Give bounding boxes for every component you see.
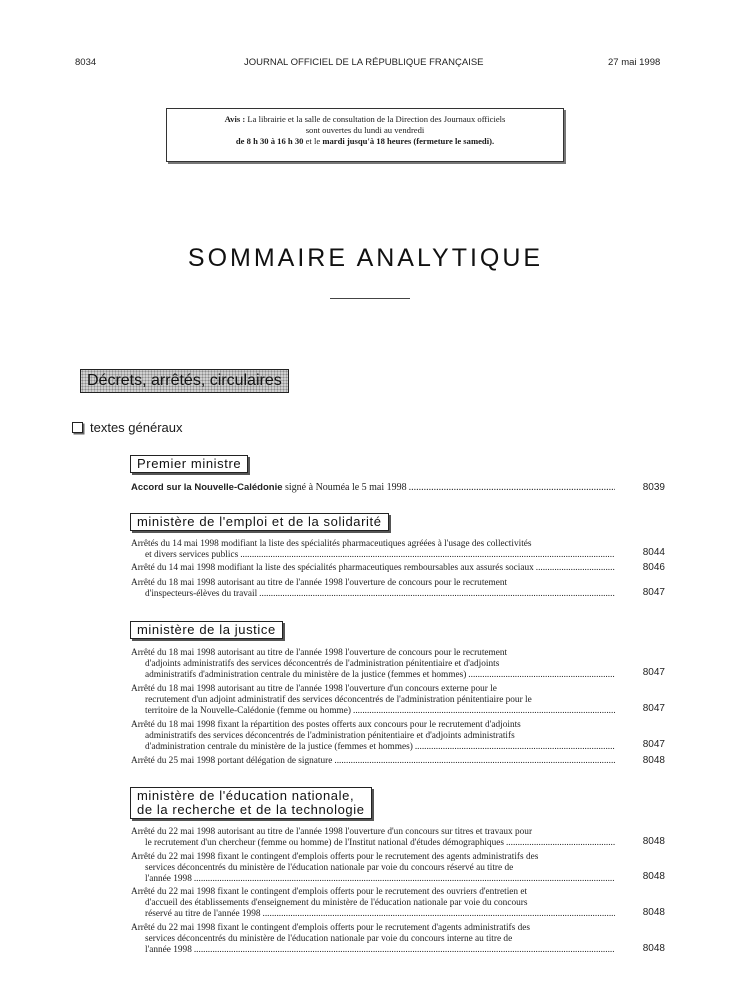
journal-title: JOURNAL OFFICIEL DE LA RÉPUBLIQUE FRANÇAISE — [244, 57, 484, 68]
entry-line-last: Arrêté du 25 mai 1998 portant délégation de signature — [131, 756, 333, 766]
toc-entry[interactable] — [131, 720, 615, 753]
toc-entry[interactable] — [131, 648, 615, 681]
ministry-heading-line2: de la recherche et de la technologie — [137, 802, 365, 817]
entry-line: recrutement d'un adjoint administratif des services déconcentrés de l'administration pénitentiaire pour le — [145, 695, 532, 705]
page-number: 8034 — [75, 57, 97, 68]
section-heading: Décrets, arrêtés, circulaires — [80, 369, 289, 393]
entry-page: 8048 — [642, 755, 665, 766]
notice-line2: sont ouvertes du lundi au vendredi — [305, 125, 425, 135]
entry-page: 8048 — [642, 871, 665, 882]
entry-line: Arrêté du 18 mai 1998 fixant la répartition des postes offerts aux concours pour le recrutement d'adjoints — [131, 720, 521, 730]
entry-line: Arrêté du 18 mai 1998 autorisant au titre de l'année 1998 l'ouverture de concours pour le recrutement — [131, 648, 508, 658]
toc-entry[interactable] — [131, 923, 615, 956]
notice-line1: La librairie et la salle de consultation de la Direction des Journaux officiels — [247, 114, 506, 124]
toc-entry[interactable] — [131, 563, 615, 574]
toc-entry[interactable] — [131, 756, 615, 767]
entry-line-last: Arrêté du 14 mai 1998 modifiant la liste des spécialités pharmaceutiques remboursables aux assurés sociaux — [131, 563, 534, 573]
ministry-heading-line1: ministère de l'éducation nationale, — [137, 788, 355, 803]
entry-line-last: administratifs d'administration centrale du ministère de la justice (femmes et hommes) — [145, 670, 467, 680]
entry-page: 8048 — [642, 907, 665, 918]
toc-entry[interactable] — [131, 684, 615, 717]
entry-line: administratifs des services déconcentrés de l'administration pénitentiaire et d'adjoints administratifs — [145, 731, 515, 741]
ministry-heading: ministère de l'emploi et de la solidarité — [130, 513, 389, 531]
issue-date: 27 mai 1998 — [608, 57, 661, 68]
entry-line-last: l'année 1998 — [145, 874, 192, 884]
toc-entry[interactable] — [131, 578, 615, 600]
entry-line-last: territoire de la Nouvelle-Calédonie (femme ou homme) — [145, 706, 352, 716]
notice-box — [166, 108, 564, 162]
entry-line: d'adjoints administratifs des services déconcentrés de l'administration pénitentiaire et d'adjoints — [145, 659, 500, 669]
entry-line-last: l'année 1998 — [145, 945, 192, 955]
entry-page: 8048 — [642, 943, 665, 954]
checkbox-icon — [72, 422, 83, 433]
entry-page: 8047 — [642, 667, 665, 678]
subsection-heading — [72, 420, 183, 435]
entry-line-last: le recrutement d'un chercheur (femme ou homme) de l'Institut national d'études démographiques — [145, 838, 504, 848]
page-title: SOMMAIRE ANALYTIQUE — [187, 244, 544, 272]
toc-entry[interactable] — [131, 827, 615, 849]
entry-line-last: d'administration centrale du ministère de la justice (femmes et hommes) — [145, 742, 413, 752]
entry-line: services déconcentrés du ministère de l'éducation nationale par voie du concours interne au titre de — [145, 934, 513, 944]
subsection-label: textes généraux — [90, 420, 183, 435]
entry-page: 8047 — [642, 739, 665, 750]
entry-line: Arrêté du 22 mai 1998 autorisant au titre de l'année 1998 l'ouverture d'un concours sur titres et travaux pour — [131, 827, 533, 837]
entry-line: Arrêté du 22 mai 1998 fixant le contingent d'emplois offerts pour le recrutement des agents administratifs des — [131, 852, 539, 862]
toc-entry[interactable] — [131, 482, 615, 493]
entry-line: Arrêtés du 14 mai 1998 modifiant la liste des spécialités pharmaceutiques agréées à l'usage des collectivités — [131, 539, 532, 549]
entry-page: 8048 — [642, 836, 665, 847]
entry-line: Arrêté du 18 mai 1998 autorisant au titre de l'année 1998 l'ouverture d'un concours externe pour le — [131, 684, 497, 694]
entry-page: 8039 — [642, 482, 665, 493]
notice-tuesday: mardi jusqu'à 18 heures (fermeture le samedi). — [322, 136, 495, 146]
entry-page: 8046 — [642, 562, 665, 573]
entry-bold-title: Accord sur la Nouvelle-Calédonie — [131, 482, 283, 493]
entry-page: 8047 — [642, 703, 665, 714]
toc-entry[interactable] — [131, 539, 615, 561]
toc-entry[interactable] — [131, 887, 615, 920]
ministry-heading: Premier ministre — [130, 455, 248, 473]
entry-line: Arrêté du 22 mai 1998 fixant le contingent d'emplois offerts pour le recrutement d'agents administratifs des — [131, 923, 530, 933]
notice-hours: de 8 h 30 à 16 h 30 — [235, 136, 304, 146]
entry-line-last: réservé au titre de l'année 1998 — [145, 909, 261, 919]
ministry-heading — [130, 787, 372, 819]
entry-line: Arrêté du 22 mai 1998 fixant le contingent d'emplois offerts pour le recrutement des ouvriers d'entretien et — [131, 887, 528, 897]
entry-text: signé à Nouméa le 5 mai 1998 — [282, 482, 407, 493]
entry-line-last: et divers services publics — [145, 550, 239, 560]
notice-connector: et le — [305, 136, 321, 146]
entry-line: services déconcentrés du ministère de l'éducation nationale par voie du concours réservé au titre de — [145, 863, 514, 873]
toc-entry[interactable] — [131, 852, 615, 885]
entry-page: 8047 — [642, 587, 665, 598]
entry-line-last: d'inspecteurs-élèves du travail — [145, 589, 258, 599]
title-divider — [330, 298, 410, 299]
entry-line: d'accueil des établissements d'enseignement du ministère de l'éducation nationale par voie du concours — [145, 898, 528, 908]
notice-label: Avis : — [224, 114, 246, 124]
entry-line: Arrêté du 18 mai 1998 autorisant au titre de l'année 1998 l'ouverture de concours pour le recrutement — [131, 578, 508, 588]
ministry-heading: ministère de la justice — [130, 621, 283, 639]
entry-page: 8044 — [642, 547, 665, 558]
